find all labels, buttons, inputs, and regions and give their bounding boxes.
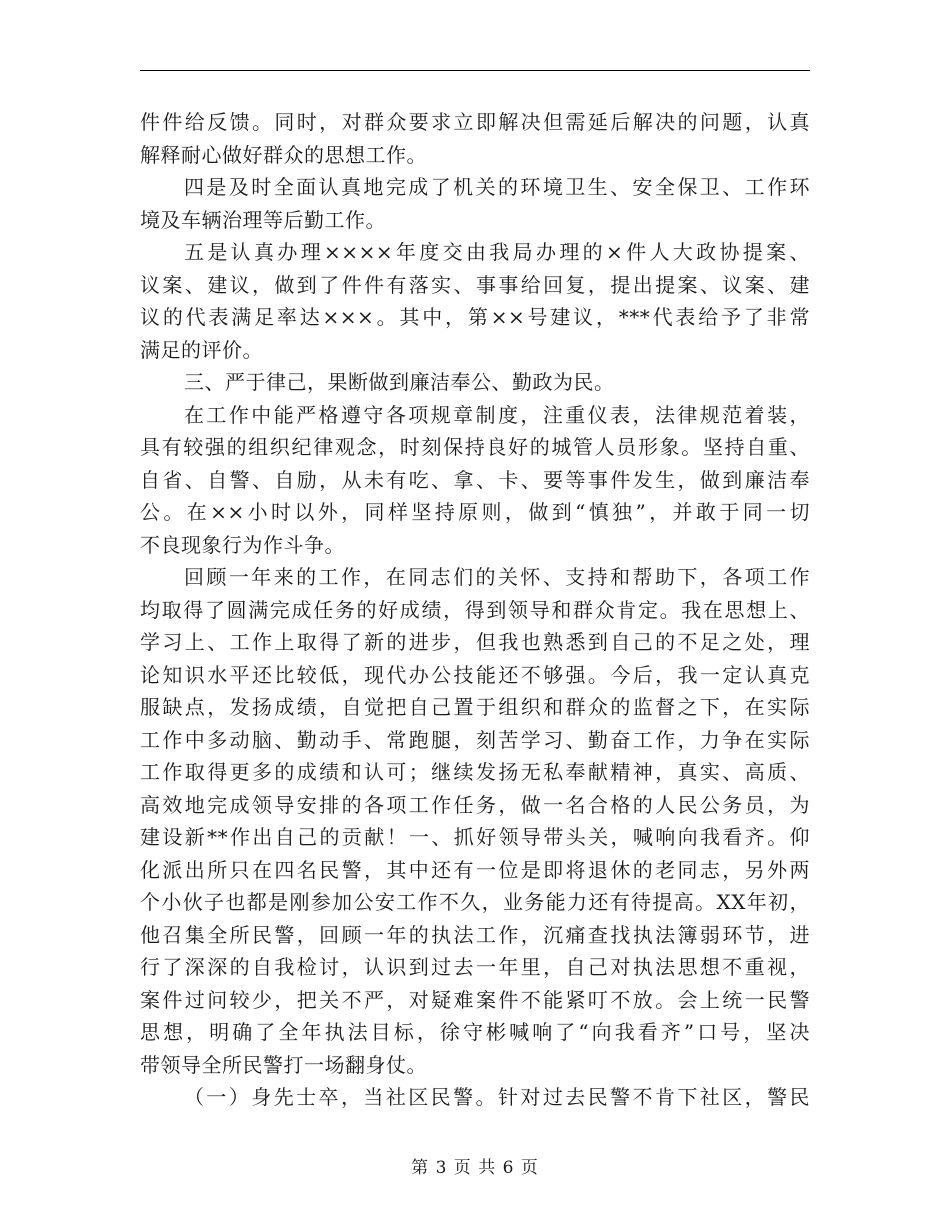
text-line: 具有较强的组织纪律观念，时刻保持良好的城管人员形象。坚持自重、 [140, 435, 810, 459]
text-line: 件件给反馈。同时，对群众要求立即解决但需延后解决的问题，认真 [140, 110, 810, 134]
text-line: 公。在××小时以外，同样坚持原则，做到“慎独”，并敢于同一切 [140, 500, 810, 524]
text-line: 工作取得更多的成绩和认可；继续发扬无私奉献精神，真实、高质、 [140, 760, 810, 784]
text-line: 满足的评价。 [140, 337, 263, 362]
text-line: 四是及时全面认真地完成了机关的环境卫生、安全保卫、工作环 [184, 175, 810, 199]
document-body [140, 106, 810, 1114]
text-line: 行了深深的自我检讨，认识到过去一年里，自己对执法思想不重视， [140, 955, 810, 979]
text-line: 议案、建议，做到了件件有落实、事事给回复，提出提案、议案、建 [140, 272, 810, 297]
text-line: 他召集全所民警，回顾一年的执法工作，沉痛查找执法簿弱环节，进 [140, 922, 810, 947]
text-line: 思想，明确了全年执法目标，徐守彬喊响了“向我看齐”口号，坚决 [140, 1020, 810, 1044]
text-line: 案件过问较少，把关不严，对疑难案件不能紧叮不放。会上统一民警 [140, 987, 810, 1012]
header-rule [140, 70, 810, 71]
text-line: 议的代表满足率达×××。其中，第××号建议，***代表给予了非常 [140, 305, 810, 329]
text-line: 在工作中能严格遵守各项规章制度，注重仪表，法律规范着装， [184, 402, 810, 427]
text-line: 建设新**作出自己的贡献！一、抓好领导带头关，喊响向我看齐。仰 [140, 825, 810, 849]
text-line: 服缺点，发扬成绩，自觉把自己置于组织和群众的监督之下，在实际 [140, 695, 810, 719]
text-line: 五是认真办理××××年度交由我局办理的×件人大政协提案、 [184, 240, 810, 264]
page-number-footer: 第 3 页 共 6 页 [411, 1158, 539, 1178]
text-line: 解释耐心做好群众的思想工作。 [140, 142, 427, 167]
text-line: 高效地完成领导安排的各项工作任务，做一名合格的人民公务员，为 [140, 792, 810, 817]
text-line: 带领导全所民警打一场翻身仗。 [140, 1052, 427, 1077]
text-line: 回顾一年来的工作，在同志们的关怀、支持和帮助下，各项工作 [184, 565, 810, 589]
text-line: 境及车辆治理等后勤工作。 [140, 207, 386, 232]
text-line: 均取得了圆满完成任务的好成绩，得到领导和群众肯定。我在思想上、 [140, 597, 810, 622]
text-line: 化派出所只在四名民警，其中还有一位是即将退休的老同志，另外两 [140, 857, 810, 882]
text-line: 工作中多动脑、勤动手、常跑腿，刻苦学习、勤奋工作，力争在实际 [140, 727, 810, 752]
text-line: 自省、自警、自励，从未有吃、拿、卡、要等事件发生，做到廉洁奉 [140, 467, 810, 492]
section-heading: 三、严于律己，果断做到廉洁奉公、勤政为民。 [184, 370, 615, 394]
text-line: 学习上、工作上取得了新的进步，但我也熟悉到自己的不足之处，理 [140, 630, 810, 654]
text-line: 个小伙子也都是刚参加公安工作不久，业务能力还有待提高。XX年初， [140, 890, 810, 914]
text-line: 不良现象行为作斗争。 [140, 532, 345, 557]
text-line: （一）身先士卒，当社区民警。针对过去民警不肯下社区，警民 [184, 1085, 810, 1109]
text-line: 论知识水平还比较低，现代办公技能还不够强。今后，我一定认真克 [140, 662, 810, 687]
